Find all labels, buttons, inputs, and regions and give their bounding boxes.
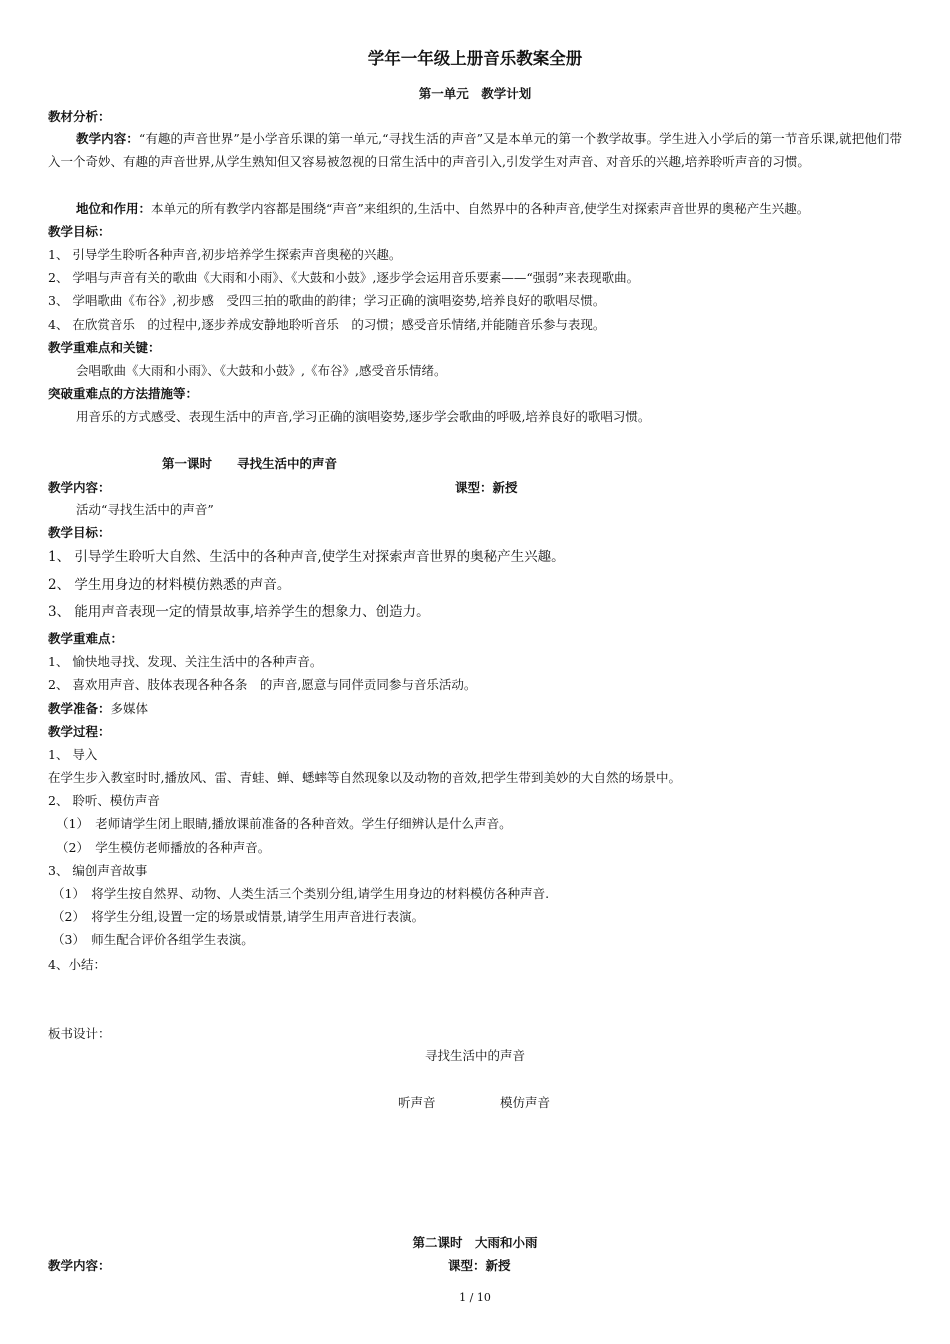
lesson1-activity: 活动“寻找生活中的声音”	[76, 502, 214, 517]
board-title: 寻找生活中的声音	[424, 1048, 525, 1063]
method-heading: 突破重难点的方法措施等：	[48, 386, 199, 401]
lesson1-title: 第一课时 寻找生活中的声音	[162, 456, 338, 471]
goal-item: 2、 学唱与声音有关的歌曲《大雨和小雨》、《大鼓和小鼓》,逐步学会运用音乐要素——“强弱”来表现歌曲。	[48, 270, 640, 285]
lesson1-content-label: 教学内容：	[48, 480, 111, 495]
lesson1-difficulty-item: 2、 喜欢用声音、肢体表现各种各条 的声音,愿意与同伴贡同参与音乐活动。	[48, 677, 477, 692]
lesson2-type-label: 课型：新授	[448, 1258, 511, 1273]
lesson1-prep-label: 教学准备：	[48, 701, 111, 716]
process-step: 4、小结：	[48, 957, 106, 972]
process-step: （2） 将学生分组,设置一定的场景或情景,请学生用声音进行表演。	[52, 909, 425, 924]
lesson2-content-label: 教学内容：	[48, 1258, 111, 1273]
lesson1-goal-item: 1、 引导学生聆听大自然、生活中的各种声音,使学生对探索声音世界的奥秘产生兴趣。	[48, 549, 565, 565]
content-text: “有趣的声音世界”是小学音乐课的第一单元,“寻找生活的声音”又是本单元的第一个教学故事。学生进入小学后的第一节音乐课,就把他们带入一个奇妙、有趣的声音世界,从学生熟知但又容易被忽视的日常生活中的声音引入,引发学生对声音、对音乐的兴趣,培养聆听声音的习惯。	[48, 131, 902, 169]
process-step: 在学生步入教室时时,播放风、雷、青蛙、蝉、蟋蟀等自然现象以及动物的音效,把学生带到美妙的大自然的场景中。	[48, 770, 681, 785]
analysis-heading: 教材分析：	[48, 109, 111, 124]
lesson1-prep-value: 多媒体	[110, 701, 149, 716]
lesson1-difficulty-item: 1、 愉快地寻找、发现、关注生活中的各种声音。	[48, 654, 323, 669]
goal-item: 4、 在欣赏音乐 的过程中,逐步养成安静地聆听音乐 的习惯；感受音乐情绪,并能随音乐参与表现。	[48, 317, 606, 332]
key-text: 会唱歌曲《大雨和小雨》、《大鼓和小鼓》,《布谷》,感受音乐情绪。	[76, 363, 447, 378]
role-paragraph	[76, 200, 902, 218]
role-text: 本单元的所有教学内容都是围绕“声音”来组织的,生活中、自然界中的各种声音,使学生对探索声音世界的奥秘产生兴趣。	[151, 201, 810, 216]
page-number: 1 / 10	[459, 1291, 491, 1304]
lesson1-difficulty-heading: 教学重难点：	[48, 631, 124, 646]
role-label: 地位和作用：	[76, 201, 152, 216]
board-right: 模仿声音	[500, 1095, 551, 1110]
method-text: 用音乐的方式感受、表现生活中的声音,学习正确的演唱姿势,逐步学会歌曲的呼吸,培养良好的歌唱习惯。	[76, 409, 651, 424]
process-step: （1） 将学生按自然界、动物、人类生活三个类别分组,请学生用身边的材料模仿各种声音.	[52, 886, 550, 901]
lesson1-goal-item: 2、 学生用身边的材料模仿熟悉的声音。	[48, 577, 291, 593]
lesson1-goal-item: 3、 能用声音表现一定的情景故事,培养学生的想象力、创造力。	[48, 604, 430, 620]
goal-item: 3、 学唱歌曲《布谷》,初步感 受四三拍的歌曲的韵律；学习正确的演唱姿势,培养良好的歌唱尽惯。	[48, 293, 606, 308]
content-paragraph	[48, 127, 902, 173]
board-left: 听声音	[398, 1095, 436, 1110]
process-step: 2、 聆听、模仿声音	[48, 793, 160, 808]
document-title: 学年一年级上册音乐教案全册	[367, 49, 583, 68]
process-step: （1） 老师请学生闭上眼睛,播放课前准备的各种音效。学生仔细辨认是什么声音。	[56, 816, 512, 831]
content-label: 教学内容：	[76, 131, 139, 146]
lesson1-process-heading: 教学过程：	[48, 724, 111, 739]
lesson1-type-label: 课型：新授	[455, 480, 518, 495]
process-step: 1、 导入	[48, 747, 98, 762]
process-step: 3、 编创声音故事	[48, 863, 148, 878]
lesson1-goals-heading: 教学目标：	[48, 525, 111, 540]
key-heading: 教学重难点和关键：	[48, 340, 161, 355]
lesson2-title: 第二课时 大雨和小雨	[412, 1235, 538, 1250]
process-step: （3） 师生配合评价各组学生表演。	[52, 932, 254, 947]
unit-title: 第一单元 教学计划	[418, 86, 532, 101]
goals-heading: 教学目标：	[48, 224, 111, 239]
process-step: （2） 学生模仿老师播放的各种声音。	[56, 840, 271, 855]
goal-item: 1、 引导学生聆听各种声音,初步培养学生探索声音奥秘的兴趣。	[48, 247, 402, 262]
board-label: 板书设计：	[48, 1026, 111, 1041]
lesson1-prep	[48, 700, 902, 718]
